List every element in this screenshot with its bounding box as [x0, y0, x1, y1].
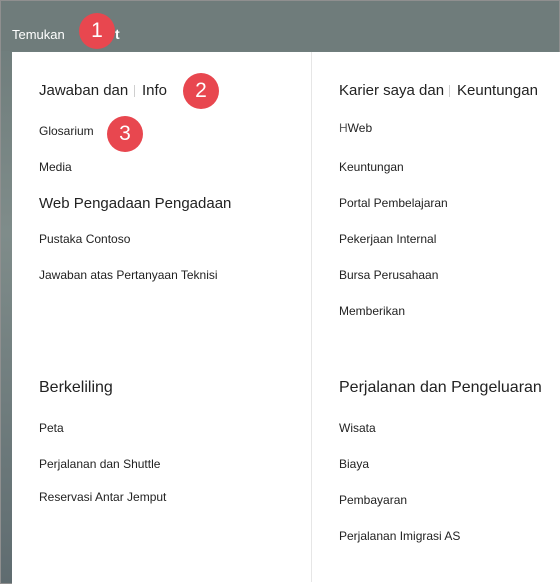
callout-badge-1: 1: [79, 13, 115, 49]
menu-link-pustaka-contoso[interactable]: Pustaka Contoso: [39, 232, 131, 246]
section-heading-karier[interactable]: Karier saya dan: [339, 82, 445, 99]
menu-link-wisata[interactable]: Wisata: [339, 421, 376, 435]
section-heading-keuntungan[interactable]: Keuntungan: [457, 82, 538, 99]
column-divider: [311, 52, 312, 582]
menu-link-memberikan[interactable]: Memberikan: [339, 304, 406, 318]
menu-link-pekerjaan-internal[interactable]: Pekerjaan Internal: [339, 232, 437, 246]
heading-separator: [449, 85, 450, 97]
menu-link-web[interactable]: [339, 121, 372, 135]
section-heading-info[interactable]: Info: [142, 82, 168, 99]
heading-separator: [134, 85, 135, 97]
menu-link-portal-pembelajaran[interactable]: Portal Pembelajaran: [339, 196, 448, 210]
section-heading-berkeliling[interactable]: Berkeliling: [39, 379, 113, 396]
section-heading-jawaban[interactable]: Jawaban dan: [39, 82, 129, 99]
callout-badge-2: 2: [183, 73, 219, 109]
web-prefix-glyph: H: [339, 121, 348, 135]
menu-link-pembayaran[interactable]: Pembayaran: [339, 493, 408, 507]
menu-link-media[interactable]: Media: [39, 160, 72, 174]
menu-link-jawaban-pertanyaan[interactable]: Jawaban atas Pertanyaan Teknisi: [39, 268, 218, 282]
menu-link-biaya[interactable]: Biaya: [339, 457, 370, 471]
menu-link-peta[interactable]: Peta: [39, 421, 64, 435]
menu-link-perjalanan-shuttle[interactable]: Perjalanan dan Shuttle: [39, 457, 161, 471]
menu-link-bursa-perusahaan[interactable]: Bursa Perusahaan: [339, 268, 439, 282]
nav-item-temukan[interactable]: Temukan: [12, 27, 65, 42]
menu-link-reservasi-antar-jemput[interactable]: Reservasi Antar Jemput: [39, 490, 167, 504]
menu-link-keuntungan[interactable]: Keuntungan: [339, 160, 404, 174]
nav-item-partial[interactable]: t: [115, 26, 120, 42]
menu-link-perjalanan-imigrasi[interactable]: Perjalanan Imigrasi AS: [339, 529, 461, 543]
section-heading-perjalanan-pengeluaran[interactable]: Perjalanan dan Pengeluaran: [339, 379, 542, 396]
mega-menu-panel: [12, 52, 560, 584]
section-heading-web-pengadaan[interactable]: Web Pengadaan Pengadaan: [39, 195, 232, 212]
callout-badge-3: 3: [107, 116, 143, 152]
menu-link-web-label: Web: [347, 121, 373, 135]
menu-link-glosarium[interactable]: Glosarium: [39, 124, 94, 138]
